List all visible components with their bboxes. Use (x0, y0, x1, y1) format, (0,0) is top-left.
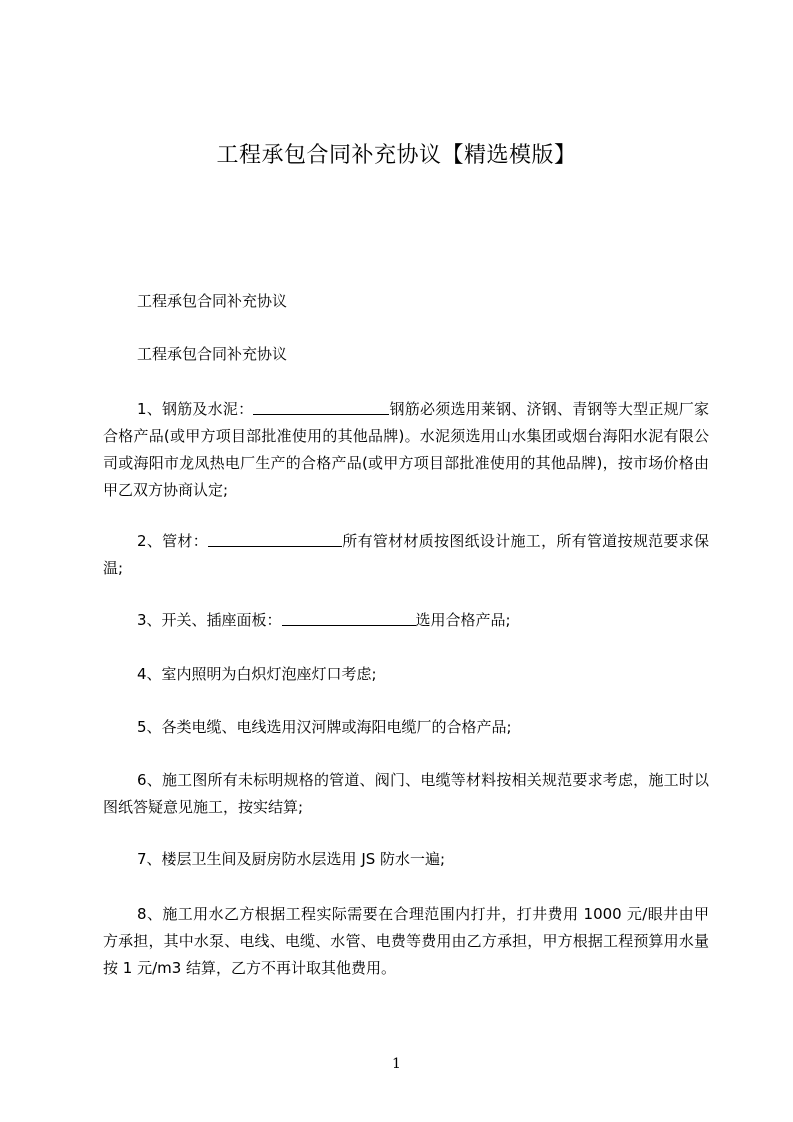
clause-1 (103, 396, 709, 504)
clause-1-prefix: 1、钢筋及水泥： (137, 400, 254, 418)
clause-8: 8、施工用水乙方根据工程实际需要在合理范围内打井，打井费用 1000 元/眼井由甲方承担，其中水泵、电线、电缆、水管、电费等费用由乙方承担，甲方根据工程预算用水量按 1 元/m3 结算，乙方不再计取其他费用。 (103, 905, 709, 977)
heading-2: 工程承包合同补充协议 (137, 345, 288, 363)
clause-2 (103, 528, 709, 582)
clause-3 (103, 607, 709, 634)
clause-2-prefix: 2、管材： (137, 532, 208, 550)
clause-1-text: 钢筋必须选用莱钢、济钢、青钢等大型正规厂家合格产品(或甲方项目部批准使用的其他品牌)。水泥须选用山水集团或烟台海阳水泥有限公司或海阳市龙凤热电厂生产的合格产品(或甲方项目部批准使用的其他品牌)，按市场价格由甲乙双方协商认定; (103, 400, 709, 499)
clause-6: 6、施工图所有未标明规格的管道、阀门、电缆等材料按相关规范要求考虑，施工时以图纸答疑意见施工，按实结算; (103, 771, 709, 816)
clause-5: 5、各类电缆、电线选用汉河牌或海阳电缆厂的合格产品; (137, 718, 512, 736)
clause-1-blank (253, 399, 389, 415)
document-title: 工程承包合同补充协议【精选模版】 (216, 143, 577, 168)
page-number: 1 (392, 1056, 401, 1072)
clause-2-text: 所有管材材质按图纸设计施工，所有管道按规范要求保温; (103, 532, 709, 577)
clause-2-blank (208, 531, 342, 547)
clause-3-blank (282, 610, 416, 626)
clause-3-text: 选用合格产品; (415, 611, 511, 629)
clause-4: 4、室内照明为白炽灯泡座灯口考虑; (137, 665, 377, 683)
clause-3-prefix: 3、开关、插座面板： (137, 611, 282, 629)
clause-7: 7、楼层卫生间及厨房防水层选用 JS 防水一遍; (137, 850, 446, 868)
heading-1: 工程承包合同补充协议 (137, 292, 288, 310)
